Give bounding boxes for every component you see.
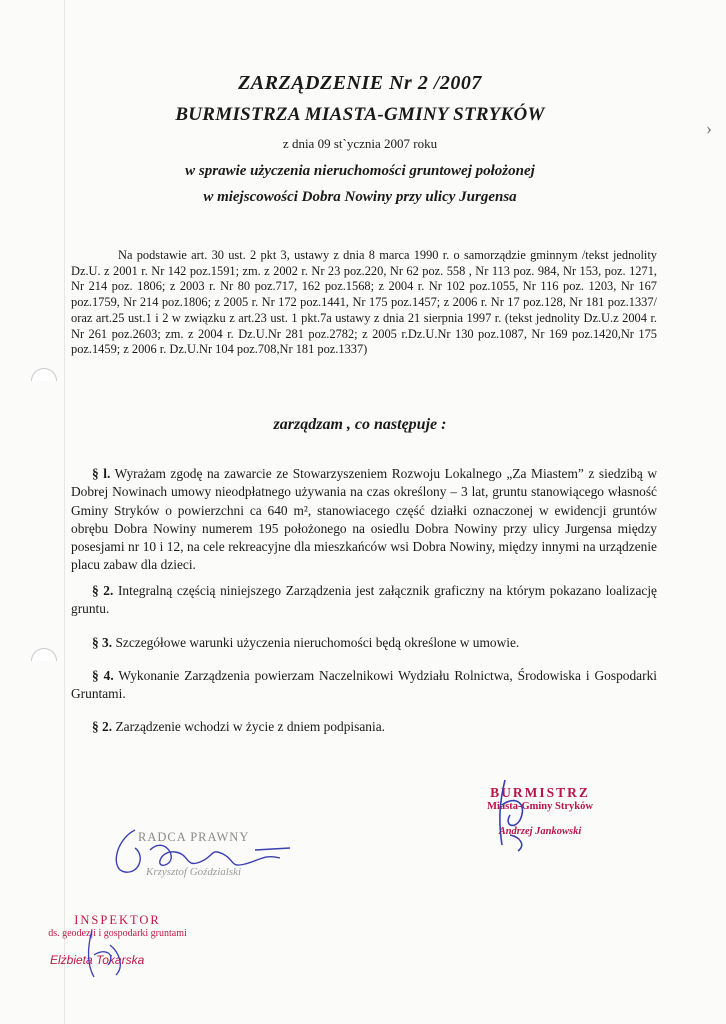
section-3-label: § 3. (92, 635, 113, 650)
section-1 (71, 465, 657, 575)
document-title: ZARZĄDZENIE Nr 2 /2007 (238, 72, 482, 94)
burmistrz-stamp-title: BURMISTRZ (490, 785, 590, 800)
section-1-label: § l. (92, 466, 111, 481)
punch-hole-upper (31, 368, 57, 394)
burmistrz-stamp-subtitle: Miasta-Gminy Stryków (487, 801, 593, 812)
inspektor-stamp-name: Elżbieta Tokarska (50, 953, 145, 967)
burmistrz-signature (480, 775, 540, 855)
section-2 (71, 582, 657, 619)
section-3-text: Szczegółowe warunki użyczenia nieruchomości będą określone w umowie. (112, 635, 520, 650)
page-edge-line (64, 0, 65, 1024)
radca-stamp-title: RADCA PRAWNY (138, 830, 250, 844)
section-5 (92, 718, 657, 736)
radca-stamp-name: Krzysztof Goździalski (146, 866, 242, 878)
issuer-title: BURMISTRZA MIASTA-GMINY STRYKÓW (175, 104, 545, 125)
decree-heading: zarządzam , co następuje : (273, 416, 447, 433)
issue-date: z dnia 09 st`ycznia 2007 roku (282, 136, 438, 151)
radca-signature (105, 820, 305, 880)
section-2-label: § 2. (92, 583, 114, 598)
section-1-text: Wyrażam zgodę na zawarcie ze Stowarzyszeniem Rozwoju Lokalnego „Za Miastem” z siedzibą w Dobrej Nowinach umowy nieodpłatnego używania na czas określony – 3 lat, gruntu stanowiącego własność Gminy Stryków o powierzchni ca 640 m², stanowiacego część działki oznaczonej w ewidencji gruntów obrębu Dobra Nowiny numerem 195 położonego na osiedlu Dobra Nowiny przy ulicy Jurgensa między posesjami nr 10 i 12, na cele rekreacyjne dla mieszkańców wsi Dobra Nowiny, między innymi na urządzenie placu zabaw dla dzieci. (71, 466, 657, 573)
subject-line-1: w sprawie użyczenia nieruchomości gruntowej położonej (185, 163, 535, 179)
subject-line-2: w miejscowości Dobra Nowiny przy ulicy Jurgensa (203, 189, 517, 205)
inspektor-stamp-title: INSPEKTOR (74, 913, 161, 927)
punch-hole-lower (31, 648, 57, 674)
section-4-label: § 4. (92, 668, 114, 683)
section-3 (92, 634, 657, 652)
inspektor-stamp-subtitle: ds. geodezji i gospodarki gruntami (48, 928, 187, 939)
section-2-text: Integralną częścią niniejszego Zarządzenia jest załącznik graficzny na którym pokazano loalizację gruntu. (71, 583, 657, 617)
legal-basis-paragraph: Na podstawie art. 30 ust. 2 pkt 3, ustawy z dnia 8 marca 1990 r. o samorządzie gminnym /tekst jednolity Dz.U. z 2001 r. Nr 142 poz.1591; zm. z 2002 r. Nr 23 poz.220, Nr 62 poz. 558 , Nr 113 poz. 984, Nr 153, poz. 1271, Nr 214 poz. 1806; z 2003 r. Nr 80 poz.717, 162 poz.1568; z 2004 r. Nr 102 poz.1055, Nr 116 poz. 1203, Nr 167 poz.1759, Nr 214 poz.1806; z 2005 r. Nr 172 poz.1441, Nr 175 poz.1457; z 2006 r. Nr 17 poz.128, Nr 181 poz.1337/ oraz art.25 ust.1 i 2 w związku z art.23 ust. 1 pkt.7a ustawy z dnia 21 sierpnia 1997 r. (tekst jednolity Dz.U.z 2004 r. Nr 261 poz.2603; zm. z 2004 r. Dz.U.Nr 281 poz.2782; z 2005 r.Dz.U.Nr 130 poz.1087, Nr 169 poz.1420,Nr 175 poz.1459; z 2006 r. Dz.U.Nr 104 poz.708,Nr 181 poz.1337) (71, 248, 657, 357)
section-5-label: § 2. (92, 719, 113, 734)
burmistrz-stamp-name: Andrzej Jankowski (498, 826, 582, 837)
section-4-text: Wykonanie Zarządzenia powierzam Naczelnikowi Wydziału Rolnictwa, Środowiska i Gospodarki Gruntami. (71, 668, 657, 702)
corner-mark: › (706, 118, 712, 138)
inspektor-signature (80, 925, 140, 985)
section-4 (71, 667, 657, 704)
section-5-text: Zarządzenie wchodzi w życie z dniem podpisania. (112, 719, 385, 734)
